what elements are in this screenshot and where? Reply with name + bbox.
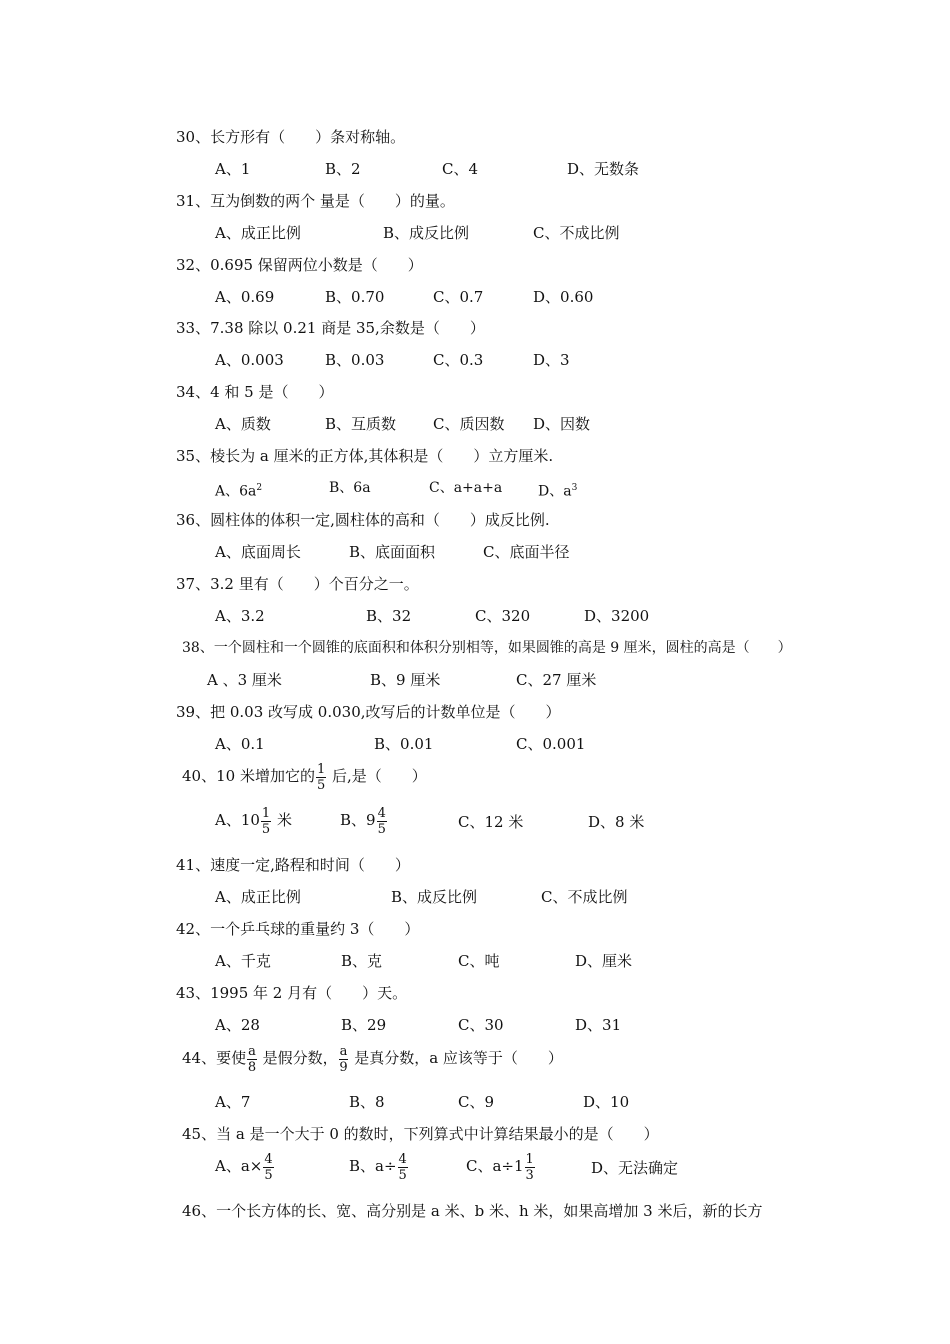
question-text: 是真分数，a 应该等于（ ） xyxy=(349,1049,563,1067)
option-b: B、2 xyxy=(325,160,361,178)
fraction xyxy=(316,763,326,792)
question-number: 39、 xyxy=(176,703,211,721)
option-b: B、成反比例 xyxy=(383,224,470,242)
question-44 xyxy=(182,1040,563,1076)
option-d: D、8 米 xyxy=(588,813,645,831)
question-text: 3.2 里有（ ）个百分之一。 xyxy=(210,575,419,593)
fraction xyxy=(247,1045,257,1074)
question-text: 把 0.03 改写成 0.030,改写后的计数单位是（ ） xyxy=(210,703,561,721)
fraction xyxy=(525,1153,535,1182)
question-text: 当 a 是一个大于 0 的数时，下列算式中计算结果最小的是（ ） xyxy=(216,1125,659,1143)
question-text: 是假分数， xyxy=(257,1049,338,1067)
option-c: C、0.3 xyxy=(433,351,484,369)
numerator: a xyxy=(339,1043,348,1059)
option-d: D、0.60 xyxy=(533,288,594,306)
question-39 xyxy=(176,702,561,722)
option-d: D、3 xyxy=(533,351,570,369)
option-text: A、6a xyxy=(215,483,257,500)
denominator: 9 xyxy=(339,1059,348,1075)
numerator: a xyxy=(248,1043,256,1059)
question-number: 41、 xyxy=(176,856,211,874)
option-c: C、320 xyxy=(475,607,531,625)
question-38 xyxy=(182,638,792,658)
option-c: C、a+a+a xyxy=(429,480,503,496)
option-d: D、无数条 xyxy=(567,160,640,178)
question-number: 43、 xyxy=(176,984,211,1002)
option-a xyxy=(215,802,292,838)
denominator: 5 xyxy=(261,821,271,837)
question-32 xyxy=(176,255,423,275)
option-c: C、吨 xyxy=(458,952,500,970)
option-b: B、底面面积 xyxy=(349,543,436,561)
option-b xyxy=(349,1148,409,1184)
numerator: 4 xyxy=(398,1151,407,1167)
option-d: D、3200 xyxy=(584,607,650,625)
option-a: A、1 xyxy=(215,160,251,178)
option-c: C、4 xyxy=(442,160,479,178)
option-a xyxy=(215,478,262,502)
option-b: B、0.01 xyxy=(374,735,434,753)
option-c xyxy=(466,1148,536,1184)
question-33 xyxy=(176,318,485,338)
question-number: 32、 xyxy=(176,256,211,274)
question-number: 30、 xyxy=(176,128,211,146)
option-a: A、0.69 xyxy=(215,288,275,306)
question-number: 44、 xyxy=(182,1049,217,1067)
question-number: 38、 xyxy=(182,640,214,656)
option-a: A、成正比例 xyxy=(215,224,301,242)
fraction xyxy=(261,807,271,836)
option-a: A、28 xyxy=(215,1016,260,1034)
question-text: 7.38 除以 0.21 商是 35,余数是（ ） xyxy=(210,319,485,337)
option-b: B、8 xyxy=(349,1093,385,1111)
option-unit: 米 xyxy=(272,811,292,829)
option-text: B、9 xyxy=(340,811,376,829)
option-a: A、0.1 xyxy=(215,735,265,753)
option-text: A、a× xyxy=(215,1157,263,1175)
question-42 xyxy=(176,919,419,939)
option-a: A、质数 xyxy=(215,415,271,433)
option-b: B、6a xyxy=(329,480,371,496)
option-c: C、底面半径 xyxy=(483,543,570,561)
question-number: 46、 xyxy=(182,1202,217,1220)
question-37 xyxy=(176,574,419,594)
question-41 xyxy=(176,855,410,875)
question-number: 40、 xyxy=(182,767,217,785)
numerator: 1 xyxy=(261,805,271,821)
option-d: D、无法确定 xyxy=(591,1159,679,1177)
question-number: 45、 xyxy=(182,1125,217,1143)
option-c: C、27 厘米 xyxy=(516,671,597,689)
question-text: 一个乒乓球的重量约 3（ ） xyxy=(210,920,420,938)
option-a: A、底面周长 xyxy=(215,543,301,561)
superscript: 2 xyxy=(256,483,263,493)
option-b xyxy=(340,802,388,838)
question-number: 31、 xyxy=(176,192,211,210)
question-number: 35、 xyxy=(176,447,211,465)
option-c: C、不成比例 xyxy=(541,888,628,906)
numerator: 4 xyxy=(377,805,386,821)
question-text: 互为倒数的两个 量是（ ）的量。 xyxy=(210,192,455,210)
denominator: 5 xyxy=(316,777,326,793)
question-number: 37、 xyxy=(176,575,211,593)
option-a: A 、3 厘米 xyxy=(207,671,282,689)
option-a xyxy=(215,1148,275,1184)
question-text: 要使 xyxy=(216,1049,247,1067)
option-c: C、质因数 xyxy=(433,415,505,433)
question-text: 一个长方体的长、宽、高分别是 a 米、b 米、h 米，如果高增加 3 米后，新的长方 xyxy=(216,1202,763,1220)
question-46 xyxy=(182,1201,762,1221)
option-d: D、因数 xyxy=(533,415,591,433)
question-31 xyxy=(176,191,455,211)
fraction xyxy=(398,1153,408,1182)
question-text: 4 和 5 是（ ） xyxy=(210,383,334,401)
option-c: C、9 xyxy=(458,1093,495,1111)
option-c: C、30 xyxy=(458,1016,504,1034)
option-b: B、29 xyxy=(341,1016,387,1034)
question-text: 1995 年 2 月有（ ）天。 xyxy=(210,984,408,1002)
option-b: B、成反比例 xyxy=(391,888,478,906)
fraction xyxy=(377,807,387,836)
option-a: A、0.003 xyxy=(215,351,284,369)
denominator: 8 xyxy=(247,1059,257,1075)
fraction xyxy=(263,1153,273,1182)
question-number: 36、 xyxy=(176,511,211,529)
denominator: 5 xyxy=(264,1167,273,1183)
option-d xyxy=(538,478,577,502)
question-text: 10 米增加它的 xyxy=(216,767,315,785)
denominator: 5 xyxy=(398,1167,407,1183)
denominator: 3 xyxy=(525,1167,534,1183)
option-b: B、0.03 xyxy=(325,351,385,369)
question-text: 后,是（ ） xyxy=(327,767,427,785)
option-a: A、7 xyxy=(215,1093,251,1111)
option-c: C、12 米 xyxy=(458,813,524,831)
question-34 xyxy=(176,382,334,402)
question-text: 0.695 保留两位小数是（ ） xyxy=(210,256,423,274)
question-text: 棱长为 a 厘米的正方体,其体积是（ ）立方厘米. xyxy=(210,447,554,465)
option-text: B、a÷ xyxy=(349,1157,397,1175)
fraction xyxy=(339,1045,349,1074)
question-text: 速度一定,路程和时间（ ） xyxy=(210,856,410,874)
option-a: A、成正比例 xyxy=(215,888,301,906)
option-d: D、31 xyxy=(575,1016,622,1034)
question-30 xyxy=(176,127,405,147)
question-36 xyxy=(176,510,550,530)
option-b: B、0.70 xyxy=(325,288,385,306)
option-d: D、厘米 xyxy=(575,952,633,970)
option-b: B、互质数 xyxy=(325,415,397,433)
option-b: B、克 xyxy=(341,952,383,970)
superscript: 3 xyxy=(571,483,578,493)
question-43 xyxy=(176,983,407,1003)
question-text: 长方形有（ ）条对称轴。 xyxy=(210,128,406,146)
option-text: A、10 xyxy=(215,811,260,829)
option-text: C、a÷1 xyxy=(466,1157,524,1175)
option-b: B、32 xyxy=(366,607,412,625)
option-d: D、10 xyxy=(583,1093,630,1111)
question-number: 42、 xyxy=(176,920,211,938)
question-35 xyxy=(176,446,553,466)
numerator: 1 xyxy=(316,761,326,777)
option-b: B、9 厘米 xyxy=(370,671,441,689)
option-c: C、0.001 xyxy=(516,735,586,753)
denominator: 5 xyxy=(377,821,386,837)
question-text: 一个圆柱和一个圆锥的底面积和体积分别相等，如果圆锥的高是 9 厘米，圆柱的高是（ ） xyxy=(213,640,792,656)
question-45 xyxy=(182,1124,659,1144)
option-a: A、千克 xyxy=(215,952,271,970)
question-number: 33、 xyxy=(176,319,211,337)
question-text: 圆柱体的体积一定,圆柱体的高和（ ）成反比例. xyxy=(210,511,550,529)
numerator: 4 xyxy=(264,1151,273,1167)
question-number: 34、 xyxy=(176,383,211,401)
option-c: C、不成比例 xyxy=(533,224,620,242)
question-40 xyxy=(182,758,427,794)
option-a: A、3.2 xyxy=(215,607,265,625)
option-c: C、0.7 xyxy=(433,288,484,306)
option-text: D、a xyxy=(538,483,572,500)
numerator: 1 xyxy=(525,1151,534,1167)
